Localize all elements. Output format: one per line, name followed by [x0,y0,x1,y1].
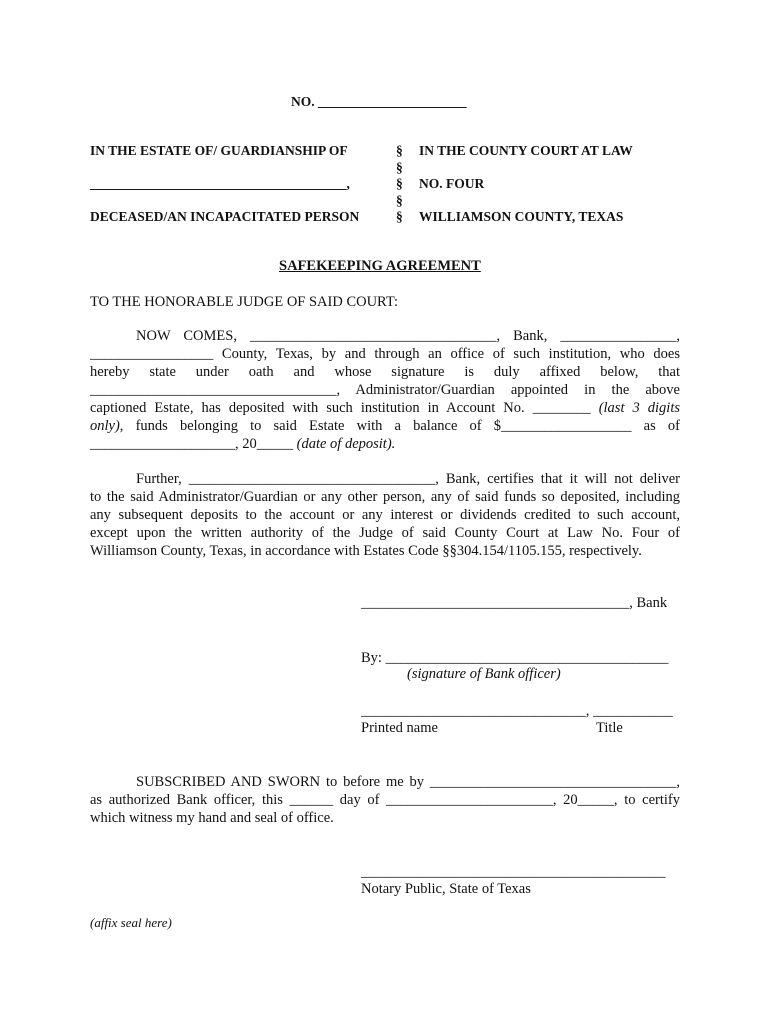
paragraph-line: which witness my hand and seal of office. [90,810,334,826]
paragraph-line: as authorized Bank officer, this ______ day of _______________________, 20_____, to certify [90,792,680,808]
paragraph-line: Williamson County, Texas, in accordance with Estates Code §§304.154/1105.155, respectively. [90,543,642,559]
section-mark: § [396,209,403,224]
paragraph-line: __________________________________, Administrator/Guardian appointed in the above [90,382,680,398]
account-hint-end: only) [90,418,120,434]
section-marks [396,143,403,226]
caption-county: WILLIAMSON COUNTY, TEXAS [419,209,624,224]
section-mark: § [396,159,403,175]
caption-court-number: NO. FOUR [419,176,485,191]
caption-court: IN THE COUNTY COURT AT LAW [419,143,633,158]
account-text: captioned Estate, has deposited with such institution in Account No. ________ [90,400,599,416]
signature-caption: (signature of Bank officer) [407,666,561,682]
caption-estate-of: IN THE ESTATE OF/ GUARDIANSHIP OF [90,143,348,158]
paragraph-line: SUBSCRIBED AND SWORN to before me by __________________________________, [136,774,680,790]
paragraph-now-comes [90,327,680,453]
paragraph-line [90,399,680,417]
document-title: SAFEKEEPING AGREEMENT [279,258,481,274]
name-title-line: _______________________________, ___________ [361,703,673,719]
balance-text: , funds belonging to said Estate with a balance of $__________________ as of [119,418,680,434]
deposit-date-blank: ____________________, 20_____ [90,436,297,452]
notary-label: Notary Public, State of Texas [361,881,531,897]
account-hint: (last 3 digits [598,400,680,416]
section-mark: § [396,192,403,208]
paragraph-further [90,470,680,560]
paragraph-line: Further, __________________________________, Bank, certifies that it will not deliver [136,471,680,487]
printed-name-label: Printed name [361,720,438,736]
paragraph-line: to the said Administrator/Guardian or any other person, any of said funds so deposited, including [90,489,680,505]
title-label: Title [596,720,623,736]
salutation: TO THE HONORABLE JUDGE OF SAID COURT: [90,294,399,310]
section-mark: § [396,176,403,191]
caption-name-blank: ______________________________________, [90,176,350,191]
paragraph-sworn [90,773,680,827]
paragraph-line: hereby state under oath and whose signature is duly affixed below, that [90,364,680,380]
bank-officer-signature-line: By: _______________________________________ [361,650,669,666]
paragraph-line: _________________ County, Texas, by and through an office of such institution, who does [90,346,680,362]
cause-number: NO. ______________________ [291,94,467,109]
deposit-date-hint: (date of deposit). [296,436,396,452]
paragraph-line [90,417,680,435]
seal-note: (affix seal here) [90,915,172,930]
caption-deceased: DECEASED/AN INCAPACITATED PERSON [90,209,360,224]
paragraph-line [90,435,680,453]
paragraph-line: NOW COMES, __________________________________, Bank, ________________, [136,328,680,344]
bank-name-line: _____________________________________, Bank [361,595,668,611]
section-mark: § [396,143,403,158]
notary-signature-line: __________________________________________ [361,864,666,880]
paragraph-line: any subsequent deposits to the account or any interest or dividends credited to such account, [90,507,680,523]
paragraph-line: except upon the written authority of the Judge of said County Court at Law No. Four of [90,525,680,541]
